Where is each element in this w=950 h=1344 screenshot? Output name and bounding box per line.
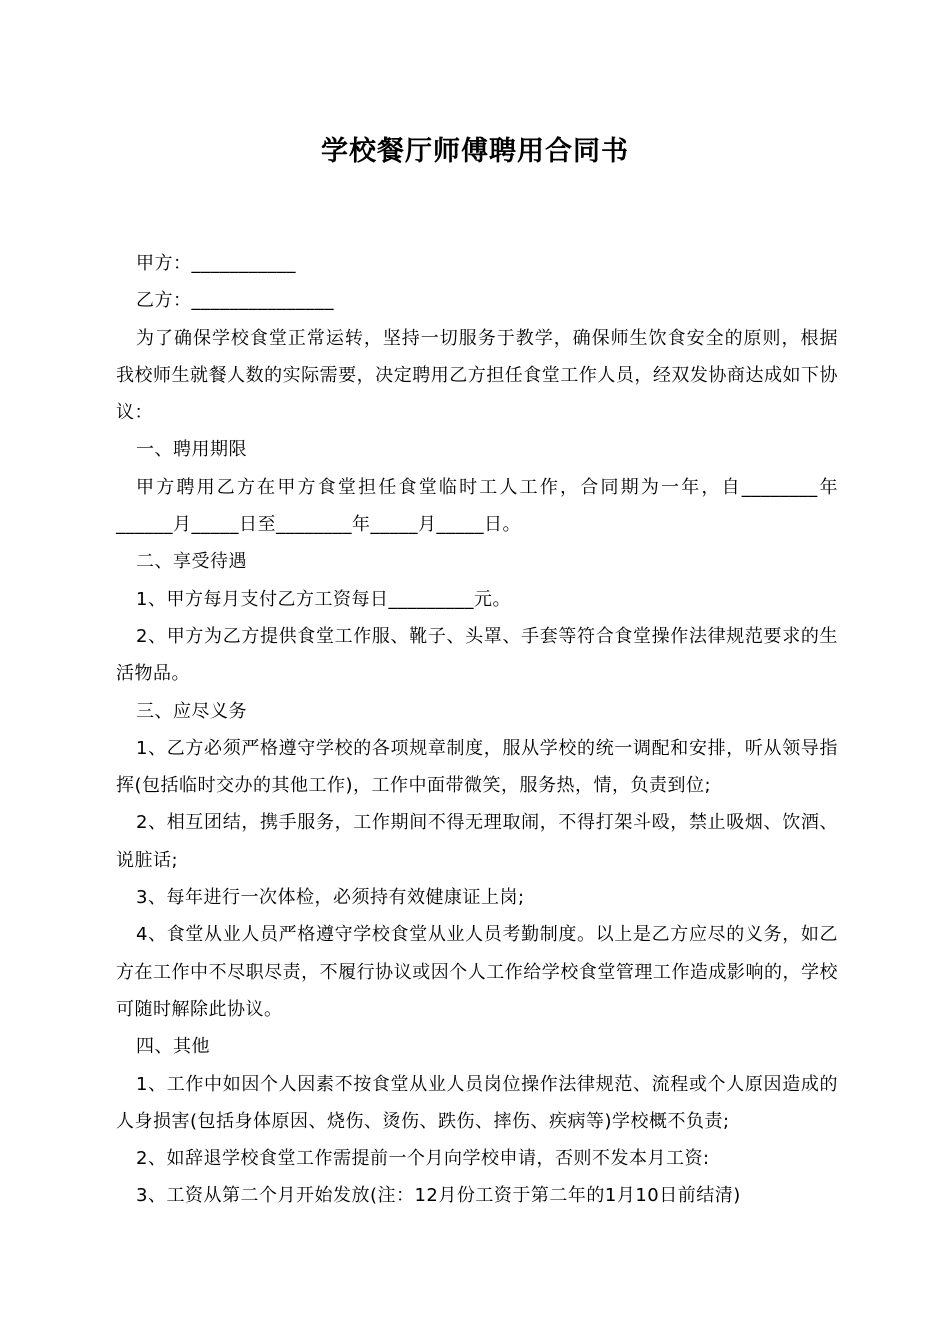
party-b-line: 乙方：_______________ — [136, 290, 334, 312]
section-heading: 二、享受待遇 — [136, 551, 247, 573]
preamble-paragraph: 为了确保学校食堂正常运转，坚持一切服务于教学，确保师生饮食安全的原则，根据我校师生就餐人数的实际需要，决定聘用乙方担任食堂工作人员，经双发协商达成如下协议： — [116, 327, 838, 424]
clause-item: 2、如辞退学校食堂工作需提前一个月向学校申请，否则不发本月工资: — [136, 1148, 710, 1170]
body-paragraph: 甲方聘用乙方在甲方食堂担任食堂临时工人工作，合同期为一年，自________年______月_____日至________年_____月_____日。 — [116, 476, 838, 536]
document-title: 学校餐厅师傅聘用合同书 — [321, 136, 629, 167]
section-heading: 三、应尽义务 — [136, 700, 247, 722]
section-heading: 一、聘用期限 — [136, 439, 247, 461]
clause-item: 3、工资从第二个月开始发放(注：12月份工资于第二年的1月10日前结清) — [136, 1185, 741, 1207]
clause-item: 2、相互团结，携手服务，工作期间不得无理取闹，不得打架斗殴，禁止吸烟、饮酒、说脏话; — [116, 812, 838, 871]
clause-item: 2、甲方为乙方提供食堂工作服、靴子、头罩、手套等符合食堂操作法律规范要求的生活物品。 — [116, 625, 838, 685]
clause-item: 1、乙方必须严格遵守学校的各项规章制度，服从学校的统一调配和安排，听从领导指挥(包括临时交办的其他工作)，工作中面带微笑，服务热，情，负责到位; — [116, 737, 838, 797]
clause-item: 4、食堂从业人员严格遵守学校食堂从业人员考勤制度。以上是乙方应尽的义务，如乙方在工作中不尽职尽责，不履行协议或因个人工作给学校食堂管理工作造成影响的，学校可随时解除此协议。 — [116, 924, 838, 1020]
party-a-line: 甲方：___________ — [136, 253, 296, 274]
section-heading: 四、其他 — [136, 1036, 210, 1058]
document-body — [116, 245, 838, 1215]
clause-item: 1、工作中如因个人因素不按食堂从业人员岗位操作法律规范、流程或个人原因造成的人身损害(包括身体原因、烧伤、烫伤、跌伤、摔伤、疾病等)学校概不负责; — [116, 1073, 838, 1132]
clause-item: 1、甲方每月支付乙方工资每日_________元。 — [136, 588, 511, 610]
clause-item: 3、每年进行一次体检，必须持有效健康证上岗; — [136, 887, 525, 909]
